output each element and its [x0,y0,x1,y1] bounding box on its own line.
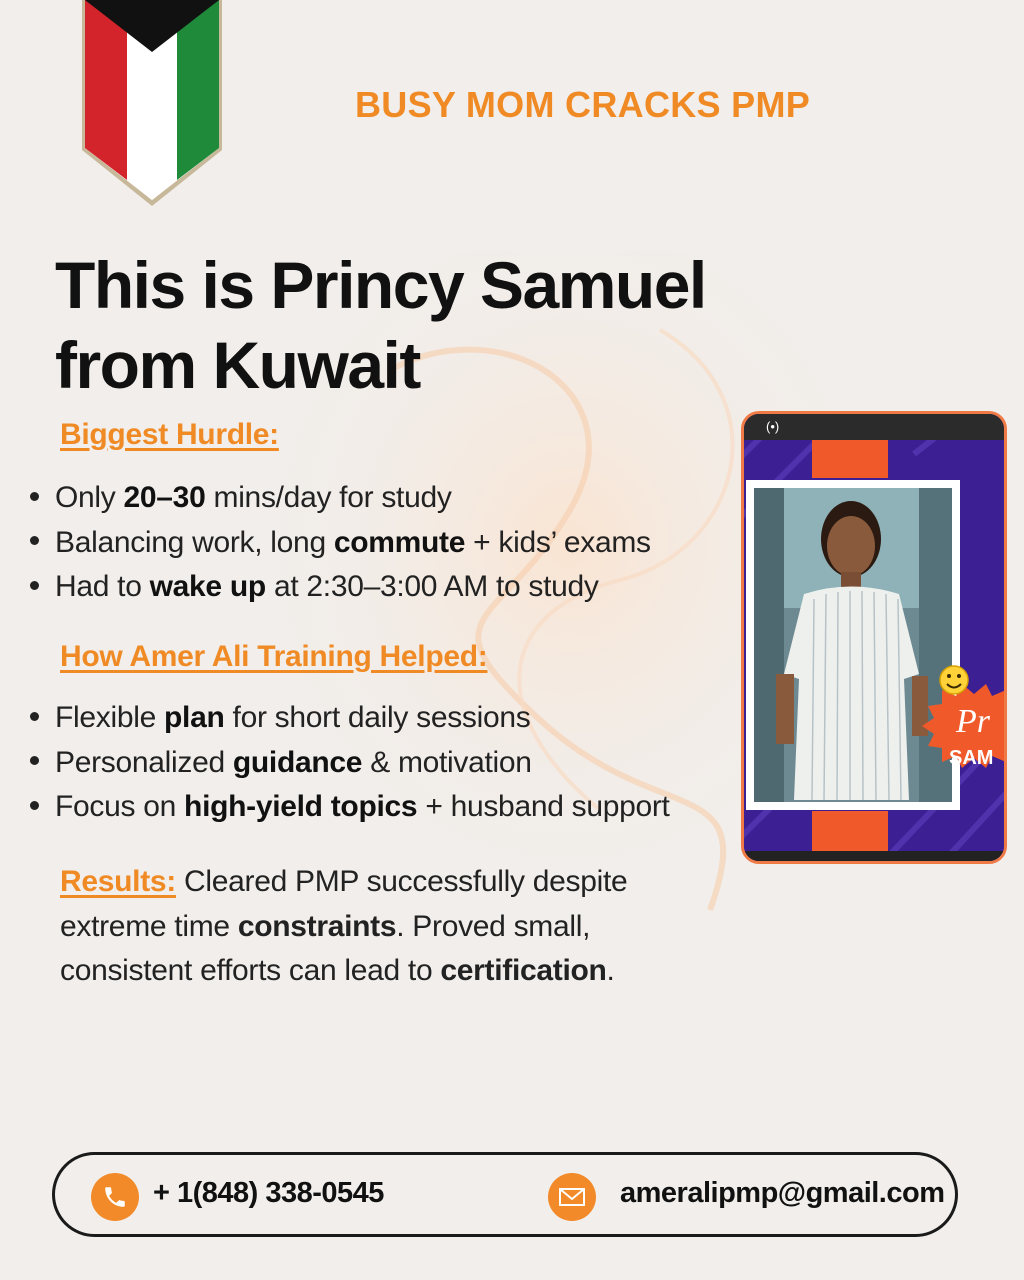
name-script: Pr [956,703,990,740]
list-item: Flexible plan for short daily sessions [26,696,746,741]
smiley-icon [940,666,968,694]
name-caps: SAM [949,747,994,769]
contact-bar [52,1152,958,1237]
kuwait-flag-banner [82,0,222,206]
results-label: Results: [60,865,176,898]
phone-icon [91,1173,139,1221]
list-item: Balancing work, long commute + kids’ exams [26,521,746,566]
bullet-dot [30,801,39,810]
bullet-dot [30,756,39,765]
title-line-2: from Kuwait [55,328,420,402]
bullet-dot [30,581,39,590]
page-header: BUSY MOM CRACKS PMP [355,84,811,125]
phone-number[interactable]: + 1(848) 338-0545 [153,1177,384,1209]
biggest-hurdle-label: Biggest Hurdle: [60,418,279,451]
how-helped-label: How Amer Ali Training Helped: [60,640,488,673]
bullet-dot [30,712,39,721]
bullet-dot [30,536,39,545]
hurdle-list [26,476,746,610]
mail-icon [548,1173,596,1221]
status-text: (•) [766,419,780,434]
main-title [55,245,775,405]
profile-photo [741,411,1007,864]
list-item: Focus on high-yield topics + husband support [26,785,746,830]
title-line-1: This is Princy Samuel [55,248,706,322]
results-paragraph: Results: Cleared PMP successfully despite extreme time constraints. Proved small, consistent efforts can lead to certification. [60,865,628,987]
photo-illustration [744,414,1004,861]
list-item: Had to wake up at 2:30–3:00 AM to study [26,565,746,610]
bullet-dot [30,492,39,501]
list-item: Personalized guidance & motivation [26,741,746,786]
email-address[interactable]: ameralipmp@gmail.com [620,1177,945,1209]
helped-list [26,696,746,830]
list-item: Only 20–30 mins/day for study [26,476,746,521]
